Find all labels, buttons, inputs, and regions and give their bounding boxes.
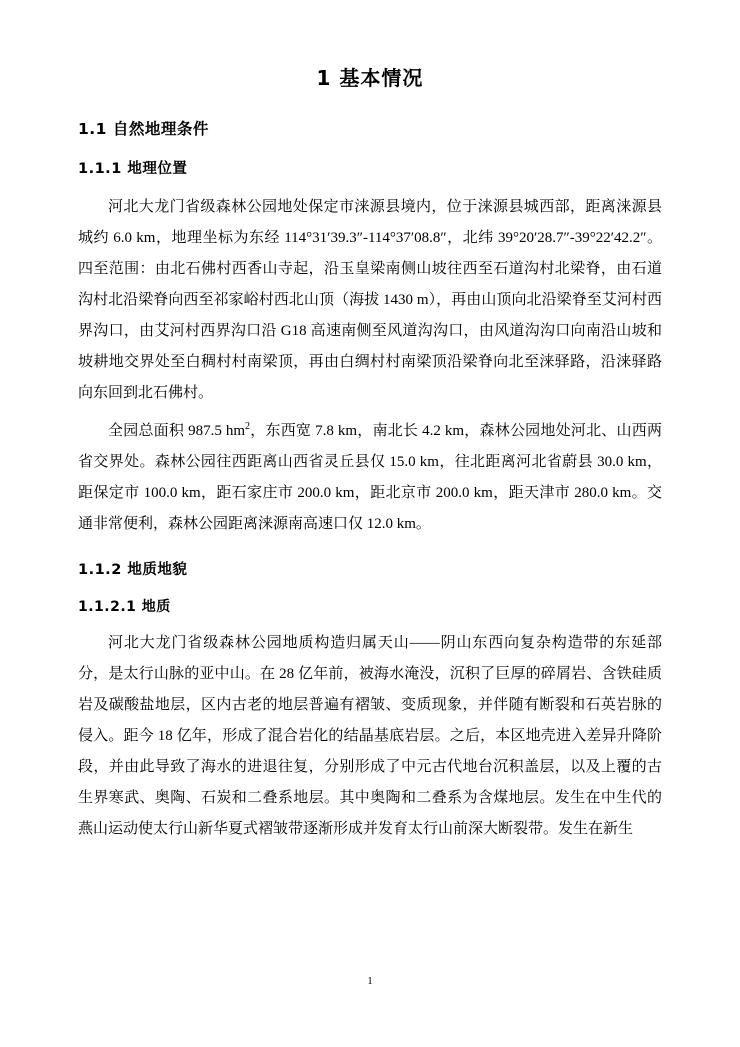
paragraph-area-text-before: 全园总面积 987.5 hm (108, 423, 246, 439)
paragraph-area-text-after: ，东西宽 7.8 km，南北长 4.2 km，森林公园地处河北、山西两省交界处。森林公园往西距离山西省灵丘县仅 15.0 km，往北距离河北省蔚县 30.0 km，距保定市 100.0 km，距石家庄市 200.0 km，距北京市 200.0 km，距天津市 280.0 km。交通非常便利，森林公园距离涞源南高速口仅 12.0 km。 (78, 423, 662, 532)
paragraph-area (78, 411, 662, 540)
paragraph-geology: 河北大龙门省级森林公园地质构造归属天山——阴山东西向复杂构造带的东延部分，是太行山脉的亚中山。在 28 亿年前，被海水淹没，沉积了巨厚的碎屑岩、含铁硅质岩及碳酸盐地层，区内古老的地层普遍有褶皱、变质现象，并伴随有断裂和石英岩脉的侵入。距今 18 亿年，形成了混合岩化的结晶基底岩层。之后，本区地壳进入差异升降阶段，并由此导致了海水的进退往复，分别形成了中元古代地台沉积盖层，以及上覆的古生界寒武、奥陶、石炭和二叠系地层。其中奥陶和二叠系为含煤地层。发生在中生代的燕山运动使太行山新华夏式褶皱带逐渐形成并发育太行山前深大断裂带。发生在新生 (78, 635, 662, 837)
paragraph-location: 河北大龙门省级森林公园地处保定市涞源县境内，位于涞源县城西部，距离涞源县城约 6.0 km，地理坐标为东经 114°31′39.3″-114°37′08.8″，北纬 39°20′28.7″-39°22′42.2″。四至范围：由北石佛村西香山寺起，沿玉皇梁南侧山坡往西至石道沟村北梁脊，由石道沟村北沿梁脊向西至祁家峪村西北山顶（海拔 1430 m），再由山顶向北沿梁脊至艾河村西界沟口，由艾河村西界沟口沿 G18 高速南侧至风道沟沟口，由风道沟沟口向南沿山坡和坡耕地交界处至白稠村村南梁顶，再由白绸村村南梁顶沿梁脊向北至涞驿路，沿涞驿路向东回到北石佛村。 (78, 199, 662, 401)
section-heading-1-1: 1.1 自然地理条件 (78, 120, 209, 138)
section-heading-1-1-1: 1.1.1 地理位置 (78, 161, 188, 177)
page-content (78, 62, 662, 847)
superscript-square: 2 (245, 421, 251, 432)
section-heading-1-1-2-1: 1.1.2.1 地质 (78, 599, 171, 615)
section-heading-1-1-2: 1.1.2 地质地貌 (78, 562, 188, 578)
page-number: 1 (367, 975, 373, 987)
page-title: 1 基本情况 (316, 66, 424, 90)
